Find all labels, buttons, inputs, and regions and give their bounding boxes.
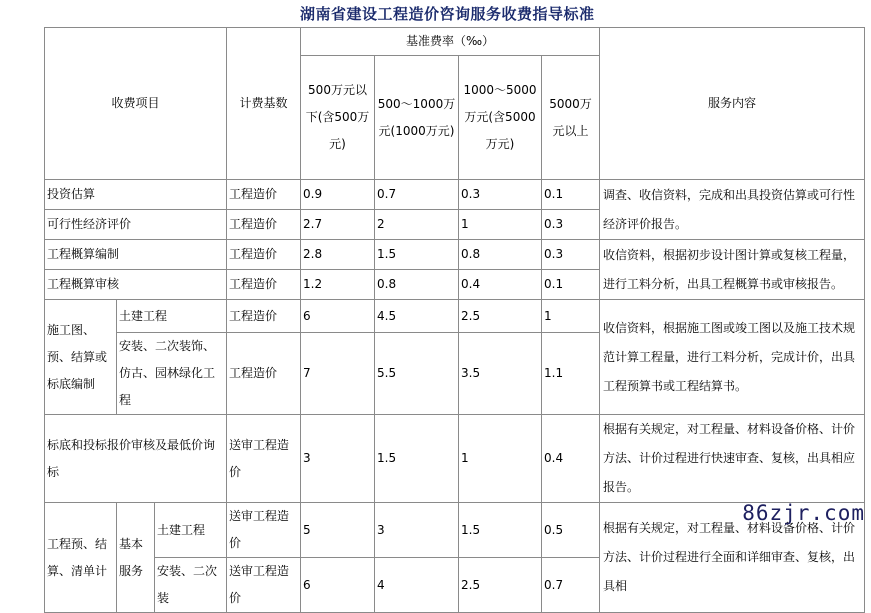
row-group: 工程预、结算、清单计	[45, 503, 117, 613]
rate-cell: 5	[301, 503, 375, 558]
rate-cell: 1.5	[375, 240, 459, 270]
rate-cell: 0.3	[459, 180, 542, 210]
row-item: 标底和投标报价审核及最低价询标	[45, 415, 227, 503]
rate-cell: 1.5	[459, 503, 542, 558]
row-item: 工程概算编制	[45, 240, 227, 270]
rate-cell: 0.9	[301, 180, 375, 210]
row-basis: 工程造价	[227, 270, 301, 300]
row-sub-item: 安装、二次装	[155, 558, 227, 613]
header-item: 收费项目	[45, 28, 227, 180]
header-tier-3: 1000～5000万元(含5000万元)	[459, 56, 542, 180]
rate-cell: 6	[301, 558, 375, 613]
service-desc: 收信资料，根据施工图或竣工图以及施工技术规范计算工程量，进行工料分析，完成计价，出具工程预算书或工程结算书。	[600, 300, 865, 415]
rate-cell: 4.5	[375, 300, 459, 333]
rate-cell: 1	[459, 415, 542, 503]
rate-cell: 4	[375, 558, 459, 613]
rate-cell: 1	[459, 210, 542, 240]
rate-cell: 0.5	[542, 503, 600, 558]
rate-cell: 2.8	[301, 240, 375, 270]
watermark-logo: 86zjr.com	[742, 501, 865, 525]
service-desc: 收信资料，根据初步设计图计算或复核工程量，进行工料分析，出具工程概算书或审核报告。	[600, 240, 865, 300]
row-sub-item: 安装、二次装饰、仿古、园林绿化工程	[117, 333, 227, 415]
rate-cell: 3	[375, 503, 459, 558]
rate-cell: 5.5	[375, 333, 459, 415]
row-basis: 送审工程造价	[227, 415, 301, 503]
rate-cell: 6	[301, 300, 375, 333]
rate-cell: 2	[375, 210, 459, 240]
rate-cell: 3.5	[459, 333, 542, 415]
rate-cell: 0.7	[375, 180, 459, 210]
rate-cell: 0.8	[375, 270, 459, 300]
rate-cell: 2.5	[459, 558, 542, 613]
row-item: 投资估算	[45, 180, 227, 210]
row-sub-item: 土建工程	[155, 503, 227, 558]
rate-cell: 7	[301, 333, 375, 415]
rate-cell: 2.7	[301, 210, 375, 240]
rate-cell: 1.5	[375, 415, 459, 503]
row-basis: 送审工程造价	[227, 503, 301, 558]
rate-cell: 0.4	[459, 270, 542, 300]
rate-cell: 0.1	[542, 270, 600, 300]
rate-cell: 1	[542, 300, 600, 333]
row-item: 可行性经济评价	[45, 210, 227, 240]
row-basis: 工程造价	[227, 333, 301, 415]
service-desc: 根据有关规定，对工程量、材料设备价格、计价方法、计价过程进行快速审查、复核，出具相应报告。	[600, 415, 865, 503]
header-rate-group: 基准费率（‰）	[301, 28, 600, 56]
rate-cell: 0.3	[542, 210, 600, 240]
row-item: 工程概算审核	[45, 270, 227, 300]
header-basis: 计费基数	[227, 28, 301, 180]
rate-cell: 3	[301, 415, 375, 503]
rate-cell: 0.1	[542, 180, 600, 210]
rate-cell: 0.7	[542, 558, 600, 613]
rate-cell: 2.5	[459, 300, 542, 333]
rate-cell: 0.4	[542, 415, 600, 503]
header-tier-2: 500～1000万元(1000万元)	[375, 56, 459, 180]
header-service: 服务内容	[600, 28, 865, 180]
row-basis: 工程造价	[227, 240, 301, 270]
rate-cell: 1.2	[301, 270, 375, 300]
service-desc: 根据有关规定，对工程量、材料设备价格、计价方法、计价过程进行全面和详细审查、复核，出具相	[600, 503, 865, 613]
row-sub-group: 基本服务	[117, 503, 155, 613]
rate-cell: 0.3	[542, 240, 600, 270]
rate-cell: 1.1	[542, 333, 600, 415]
service-desc: 调查、收信资料，完成和出具投资估算或可行性经济评价报告。	[600, 180, 865, 240]
row-basis: 工程造价	[227, 210, 301, 240]
header-tier-4: 5000万元以上	[542, 56, 600, 180]
row-sub-item: 土建工程	[117, 300, 227, 333]
header-tier-1: 500万元以下(含500万元)	[301, 56, 375, 180]
rate-cell: 0.8	[459, 240, 542, 270]
row-group: 施工图、预、结算或标底编制	[45, 300, 117, 415]
fee-table	[44, 27, 865, 613]
row-basis: 工程造价	[227, 180, 301, 210]
row-basis: 送审工程造价	[227, 558, 301, 613]
page-title: 湖南省建设工程造价咨询服务收费指导标准	[300, 5, 595, 23]
row-basis: 工程造价	[227, 300, 301, 333]
